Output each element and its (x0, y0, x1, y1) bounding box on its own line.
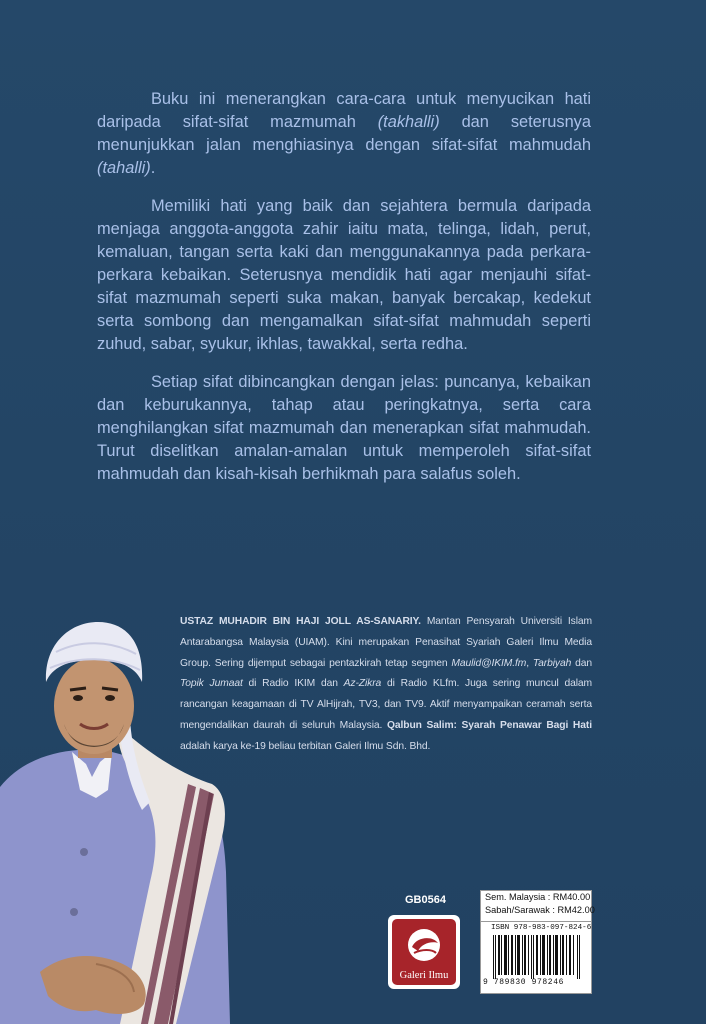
product-code: GB0564 (405, 894, 446, 906)
book-title: Qalbun Salim: Syarah Penawar Bagi Hati (386, 719, 592, 731)
barcode-number: 9 789830 978246 (483, 978, 565, 987)
barcode-box (480, 921, 592, 994)
publisher-emblem-icon (392, 919, 456, 971)
blurb-paragraph-3: Setiap sifat dibincangkan dengan jelas: puncanya, kebaikan dan keburukannya, tahap atau peringkatnya, serta cara menghilangkan sifat mazmumah dan menerapkan sifat mahmudah. Turut diselitkan amalan-amalan untuk memperoleh sifat-sifat mahmudah dan kisah-kisah berhikmah para salafus soleh. (97, 373, 591, 483)
publisher-logo (388, 915, 460, 989)
publisher-logo-text: Galeri Ilmu (399, 970, 449, 981)
barcode-icon (489, 935, 585, 979)
face (54, 658, 134, 754)
author-name: USTAZ MUHADIR BIN HAJI JOLL AS-SANARIY. (180, 616, 421, 627)
author-bio: USTAZ MUHADIR BIN HAJI JOLL AS-SANARIY. Mantan Pensyarah Universiti Islam Antarabangsa Malaysia (UIAM). Kini merupakan Penasihat Syariah Galeri Ilmu Media Group. Sering dijemput sebagai pentazkirah tetap segmen Maulid@IKIM.fm, Tarbiyah dan Topik Jumaat di Radio IKIM dan Az-Zikra di Radio KLfm. Juga sering muncul dalam rancangan keagamaan di TV AlHijrah, TV3, dan TV9. Aktif menyampaikan ceramah serta mengendalikan daurah di seluruh Malaysia. Qalbun Salim: Syarah Penawar Bagi Hati adalah karya ke-19 beliau terbitan Galeri Ilmu Sdn. Bhd. (180, 616, 592, 752)
price-west-malaysia: Sem. Malaysia : RM40.00 (485, 892, 591, 902)
isbn-text: ISBN 978-983-097-824-6 (491, 924, 592, 932)
price-sabah-sarawak: Sabah/Sarawak : RM42.00 (485, 905, 595, 915)
price-box (480, 890, 595, 922)
blurb-paragraph-1: Buku ini menerangkan cara-cara untuk menyucikan hati daripada sifat-sifat mazmumah (takhalli) dan seterusnya menunjukkan jalan menghiasinya dengan sifat-sifat mahmudah (tahalli). (97, 90, 591, 177)
blurb-paragraph-2: Memiliki hati yang baik dan sejahtera bermula daripada menjaga anggota-anggota zahir iaitu mata, telinga, lidah, perut, kemaluan, tangan serta kaki dan menggunakannya pada perkara-perkara kebaikan. Seterusnya mendidik hati agar menjauhi sifat-sifat mazmumah seperti suka makan, banyak bercakap, kedekut serta sombong dan mengamalkan sifat-sifat mahmudah seperti zuhud, sabar, syukur, ikhlas, tawakkal, serta redha. (97, 197, 591, 353)
blurb-text (97, 88, 591, 501)
author-portrait (0, 612, 240, 1024)
